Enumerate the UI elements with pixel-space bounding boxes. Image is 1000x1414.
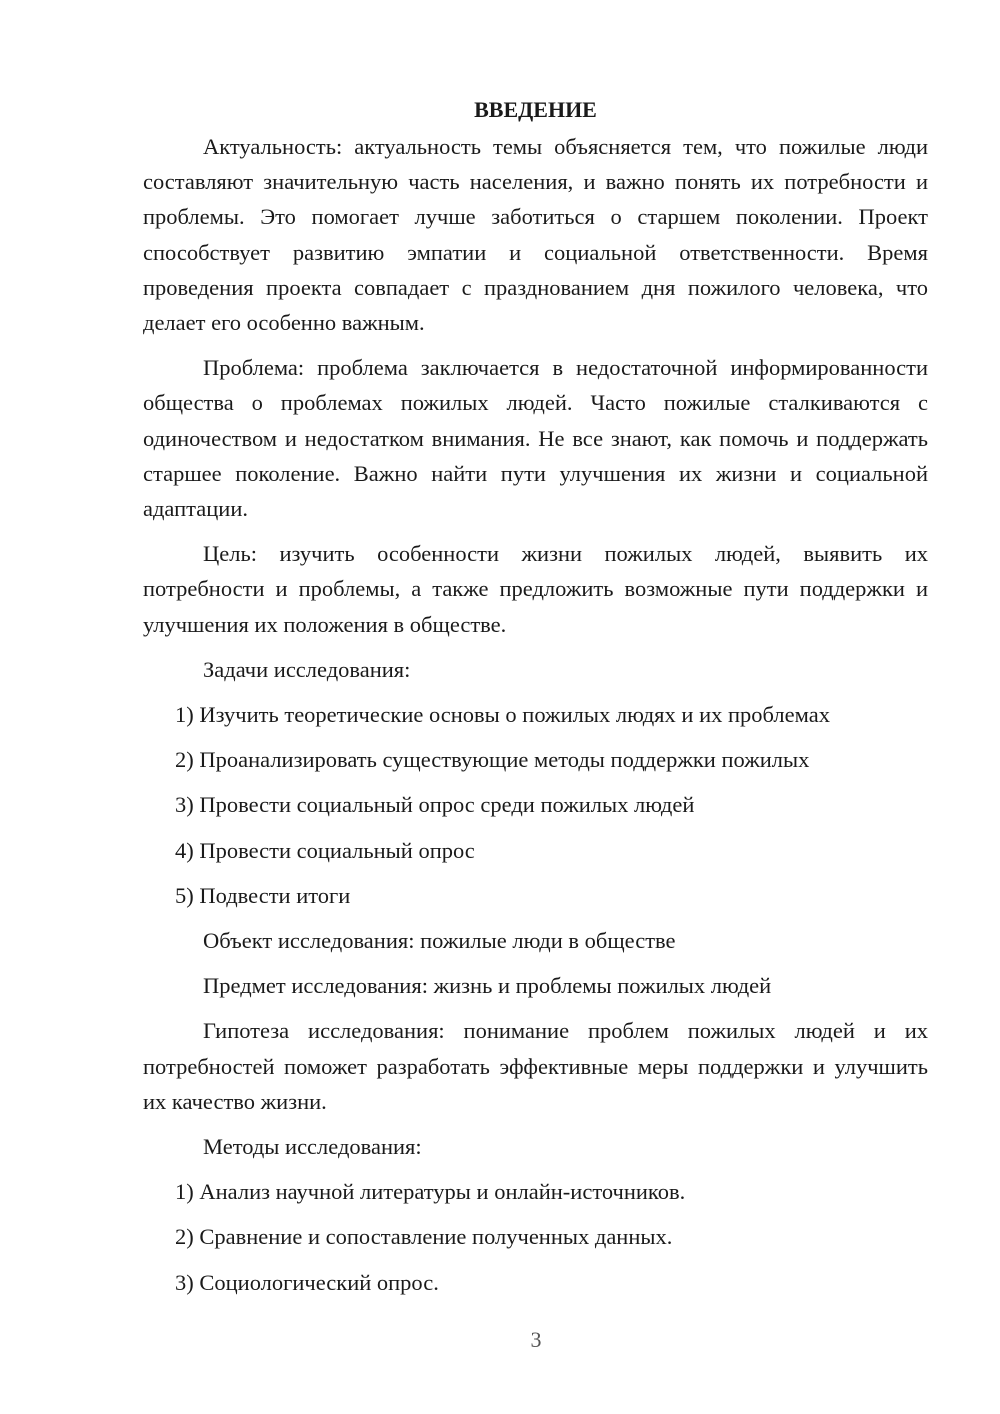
task-item: 4) Провести социальный опрос <box>175 837 475 863</box>
methods-list <box>143 1174 928 1300</box>
method-item: 3) Социологический опрос. <box>175 1269 439 1295</box>
method-item: 1) Анализ научной литературы и онлайн-источников. <box>175 1179 686 1205</box>
document-page <box>143 92 928 1310</box>
task-item: 3) Провести социальный опрос среди пожилых людей <box>175 792 695 818</box>
task-item: 5) Подвести итоги <box>175 882 351 908</box>
research-object: Объект исследования: пожилые люди в обществе <box>203 928 676 954</box>
problem-paragraph: Проблема: проблема заключается в недостаточной информированности общества о проблемах пожилых людей. Часто пожилые сталкиваются с одиночеством и недостатком внимания. Не все знают, как помочь и поддержать старшее поколение. Важно найти пути улучшения их жизни и социальной адаптации. <box>143 355 928 522</box>
relevance-paragraph: Актуальность: актуальность темы объясняется тем, что пожилые люди составляют значительную часть населения, и важно понять их потребности и проблемы. Это помогает лучше заботиться о старшем поколении. Проект способствует развитию эмпатии и социальной ответственности. Время проведения проекта совпадает с празднованием дня пожилого человека, что делает его особенно важным. <box>143 134 928 336</box>
goal-paragraph: Цель: изучить особенности жизни пожилых людей, выявить их потребности и проблемы, а также предложить возможные пути поддержки и улучшения их положения в обществе. <box>143 541 928 637</box>
hypothesis-paragraph: Гипотеза исследования: понимание проблем пожилых людей и их потребностей поможет разработать эффективные меры поддержки и улучшить их качество жизни. <box>143 1018 928 1114</box>
task-item: 2) Проанализировать существующие методы поддержки пожилых <box>175 747 810 773</box>
tasks-list <box>143 697 928 913</box>
tasks-heading: Задачи исследования: <box>203 656 411 682</box>
methods-heading: Методы исследования: <box>203 1134 422 1160</box>
task-item: 1) Изучить теоретические основы о пожилых людях и их проблемах <box>175 702 830 728</box>
page-title: ВВЕДЕНИЕ <box>474 97 597 122</box>
research-subject: Предмет исследования: жизнь и проблемы пожилых людей <box>203 973 772 999</box>
method-item: 2) Сравнение и сопоставление полученных данных. <box>175 1224 673 1250</box>
page-number: 3 <box>530 1327 542 1352</box>
